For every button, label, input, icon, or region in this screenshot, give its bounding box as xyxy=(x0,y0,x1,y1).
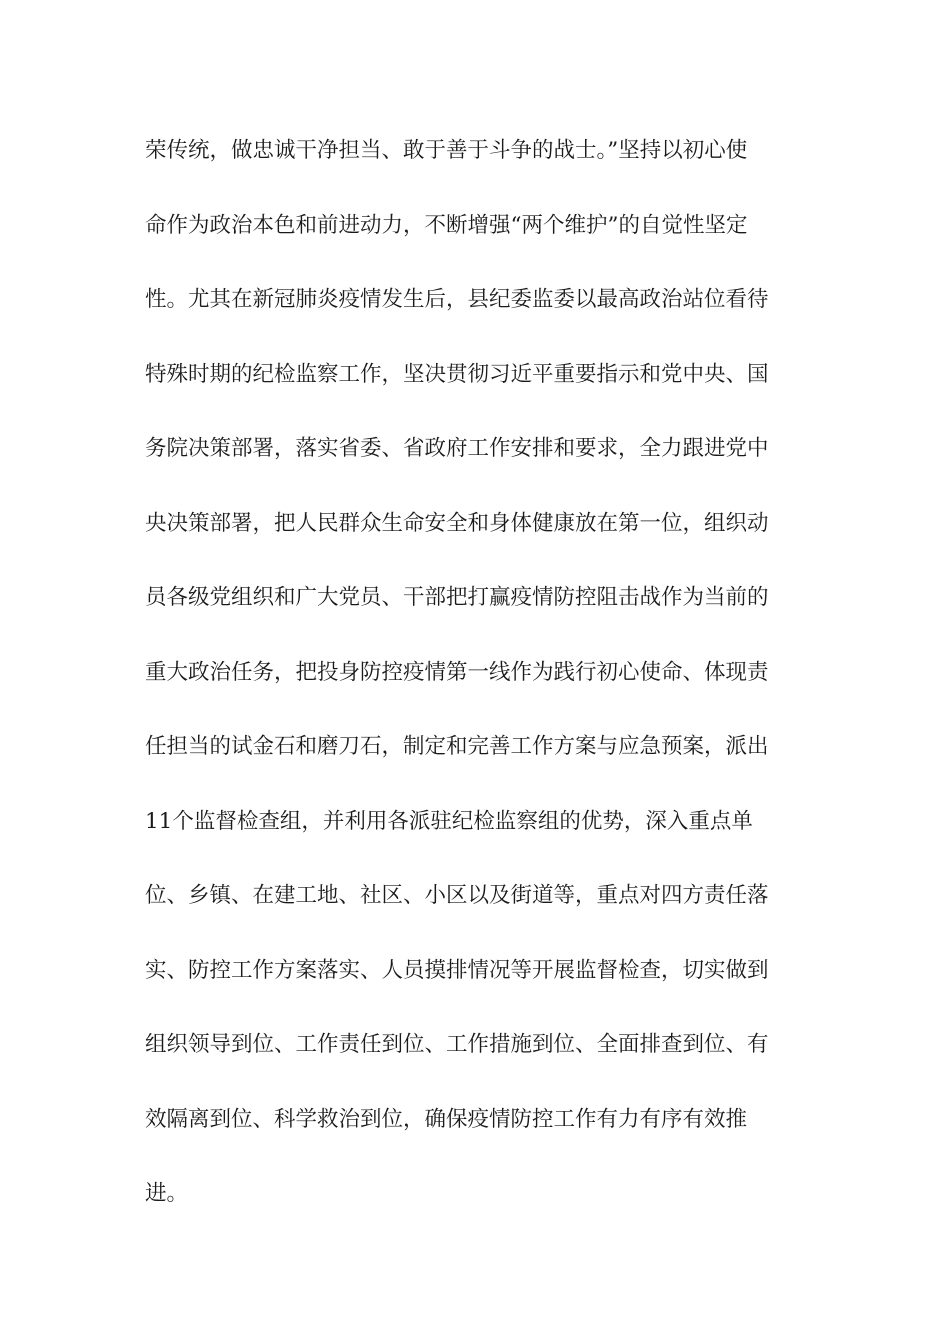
text-line: 进。 xyxy=(145,1181,189,1206)
text-line: 11个监督检查组，并利用各派驻纪检监察组的优势，深入重点单 xyxy=(145,809,753,834)
text-line: 任担当的试金石和磨刀石，制定和完善工作方案与应急预案，派出 xyxy=(145,734,769,759)
text-line: 实、防控工作方案落实、人员摸排情况等开展监督检查，切实做到 xyxy=(145,958,769,983)
text-line: 性。尤其在新冠肺炎疫情发生后，县纪委监委以最高政治站位看待 xyxy=(145,287,769,312)
text-line: 重大政治任务，把投身防控疫情第一线作为践行初心使命、体现责 xyxy=(145,660,769,685)
text-line: 央决策部署，把人民群众生命安全和身体健康放在第一位，组织动 xyxy=(145,511,769,536)
text-line: 特殊时期的纪检监察工作，坚决贯彻习近平重要指示和党中央、国 xyxy=(145,362,769,387)
text-line: 位、乡镇、在建工地、社区、小区以及街道等，重点对四方责任落 xyxy=(145,883,769,908)
text-line: 组织领导到位、工作责任到位、工作措施到位、全面排查到位、有 xyxy=(145,1032,769,1057)
text-line: 务院决策部署，落实省委、省政府工作安排和要求，全力跟进党中 xyxy=(145,436,769,461)
text-line: 命作为政治本色和前进动力，不断增强“两个维护”的自觉性坚定 xyxy=(145,213,748,238)
text-line: 员各级党组织和广大党员、干部把打赢疫情防控阻击战作为当前的 xyxy=(145,585,769,610)
text-line: 效隔离到位、科学救治到位，确保疫情防控工作有力有序有效推 xyxy=(145,1107,748,1132)
text-line: 荣传统，做忠诚干净担当、敢于善于斗争的战士。”坚持以初心使 xyxy=(145,138,748,163)
